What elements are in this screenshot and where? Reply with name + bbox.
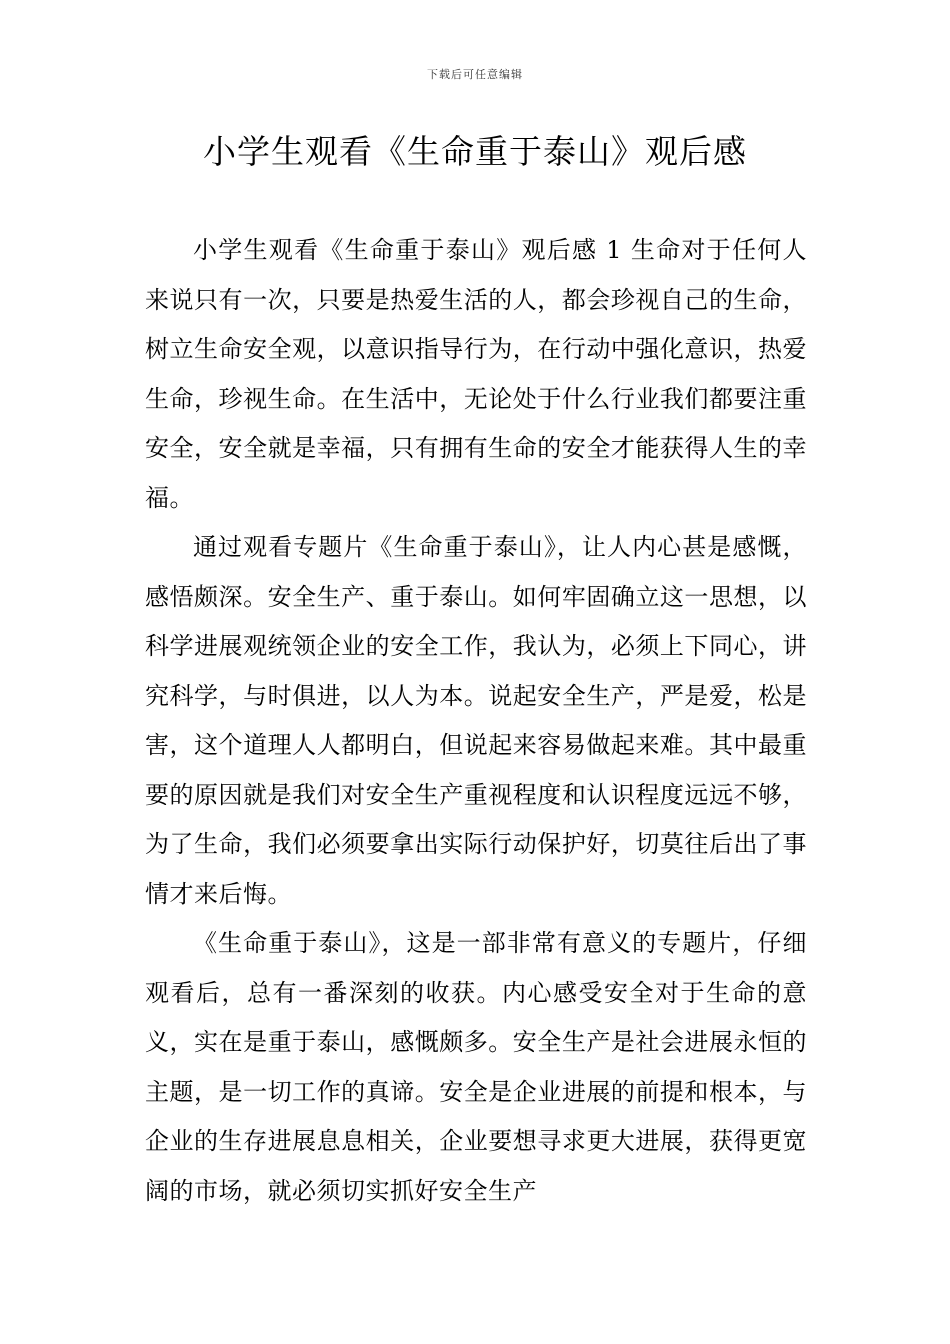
document-body <box>145 226 807 1216</box>
paragraph-2: 通过观看专题片《生命重于泰山》，让人内心甚是感慨，感悟颇深。安全生产、重于泰山。如何牢固确立这一思想，以科学进展观统领企业的安全工作，我认为，必须上下同心，讲究科学，与时俱进，以人为本。说起安全生产，严是爱，松是害，这个道理人人都明白，但说起来容易做起来难。其中最重要的原因就是我们对安全生产重视程度和认识程度远远不够，为了生命，我们必须要拿出实际行动保护好，切莫往后出了事情才来后悔。 <box>145 533 807 908</box>
document-title: 小学生观看《生命重于泰山》观后感 <box>203 132 747 171</box>
paragraph-3: 《生命重于泰山》，这是一部非常有意义的专题片，仔细观看后，总有一番深刻的收获。内心感受安全对于生命的意义，实在是重于泰山，感慨颇多。安全生产是社会进展永恒的主题，是一切工作的真谛。安全是企业进展的前提和根本，与企业的生存进展息息相关，企业要想寻求更大进展，获得更宽阔的市场，就必须切实抓好安全生产 <box>145 929 807 1205</box>
paragraph-1: 小学生观看《生命重于泰山》观后感 1 生命对于任何人来说只有一次，只要是热爱生活的人，都会珍视自己的生命，树立生命安全观，以意识指导行为，在行动中强化意识，热爱生命，珍视生命。在生活中，无论处于什么行业我们都要注重安全，安全就是幸福，只有拥有生命的安全才能获得人生的幸福。 <box>145 236 807 512</box>
header-note: 下载后可任意编辑 <box>427 68 523 81</box>
